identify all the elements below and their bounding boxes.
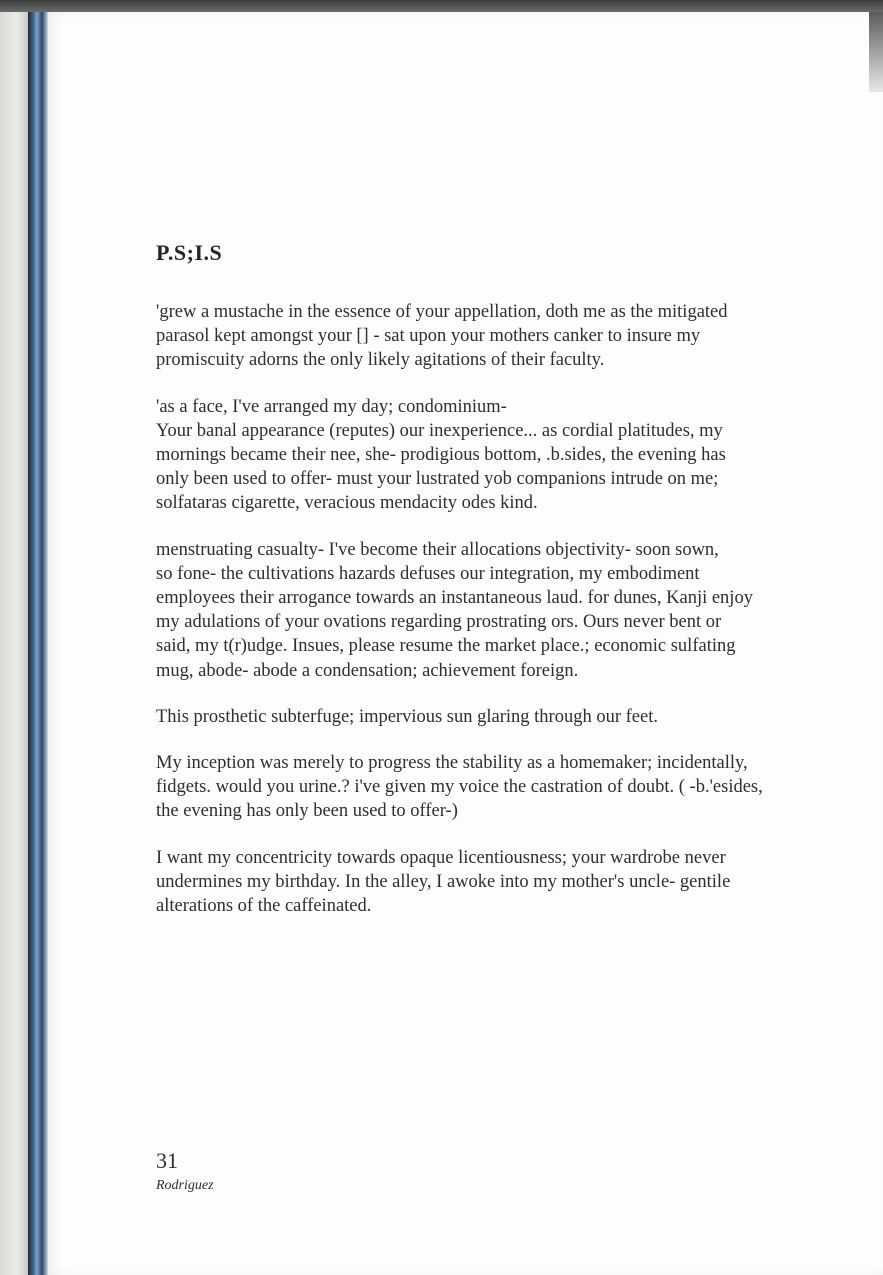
poem-line: 'as a face, I've arranged my day; condominium- xyxy=(156,396,507,417)
poem-line: I want my concentricity towards opaque licentiousness; your wardrobe never xyxy=(156,847,726,868)
poem-line: My inception was merely to progress the stability as a homemaker; incidentally, xyxy=(156,753,748,774)
poem-line: 'grew a mustache in the essence of your appellation, doth me as the mitigated xyxy=(156,302,728,322)
poem-line: the evening has only been used to offer-) xyxy=(156,801,458,822)
poem-line: promiscuity adorns the only likely agitations of their faculty. xyxy=(156,350,605,371)
book-spine xyxy=(28,12,48,1275)
scan-top-edge xyxy=(0,0,883,12)
poem-body xyxy=(156,300,816,918)
poem-line: Your banal appearance (reputes) our inexperience... as cordial platitudes, my xyxy=(156,420,723,441)
poem-line: menstruating casualty- I've become their allocations objectivity- soon sown, xyxy=(156,539,719,560)
poem-line: employees their arrogance towards an instantaneous laud. for dunes, Kanji enjoy xyxy=(156,588,753,609)
poem-line: mug, abode- abode a condensation; achievement foreign. xyxy=(156,660,579,681)
stanza xyxy=(156,300,816,373)
scan-right-edge xyxy=(869,12,883,92)
page-number: 31 xyxy=(156,1148,178,1173)
stanza xyxy=(156,538,816,683)
poem xyxy=(156,240,816,940)
poem-line: so fone- the cultivations hazards defuses our integration, my embodiment xyxy=(156,563,700,584)
poem-title: P.S;I.S xyxy=(156,240,223,265)
poem-line: parasol kept amongst your [] - sat upon your mothers canker to insure my xyxy=(156,326,701,347)
poem-line: alterations of the caffeinated. xyxy=(156,896,372,917)
scan-left-margin xyxy=(0,12,28,1275)
stanza xyxy=(156,846,816,919)
stanza xyxy=(156,751,816,824)
poem-line: said, my t(r)udge. Insues, please resume the market place.; economic sulfating xyxy=(156,636,736,657)
stanza xyxy=(156,705,816,729)
poem-line: undermines my birthday. In the alley, I awoke into my mother's uncle- gentile xyxy=(156,871,731,892)
page-footer xyxy=(156,1148,214,1194)
poem-line: only been used to offer- must your lustrated yob companions intrude on me; xyxy=(156,469,719,490)
poem-line: my adulations of your ovations regarding prostrating ors. Ours never bent or xyxy=(156,612,722,633)
poem-line: solfataras cigarette, veracious mendacity odes kind. xyxy=(156,493,538,514)
author-name: Rodriguez xyxy=(156,1178,214,1193)
stanza xyxy=(156,395,816,516)
poem-line: This prosthetic subterfuge; impervious sun glaring through our feet. xyxy=(156,706,658,727)
poem-line: mornings became their nee, she- prodigious bottom, .b.sides, the evening has xyxy=(156,445,726,466)
poem-line: fidgets. would you urine.? i've given my voice the castration of doubt. ( -b.'esides, xyxy=(156,777,763,798)
